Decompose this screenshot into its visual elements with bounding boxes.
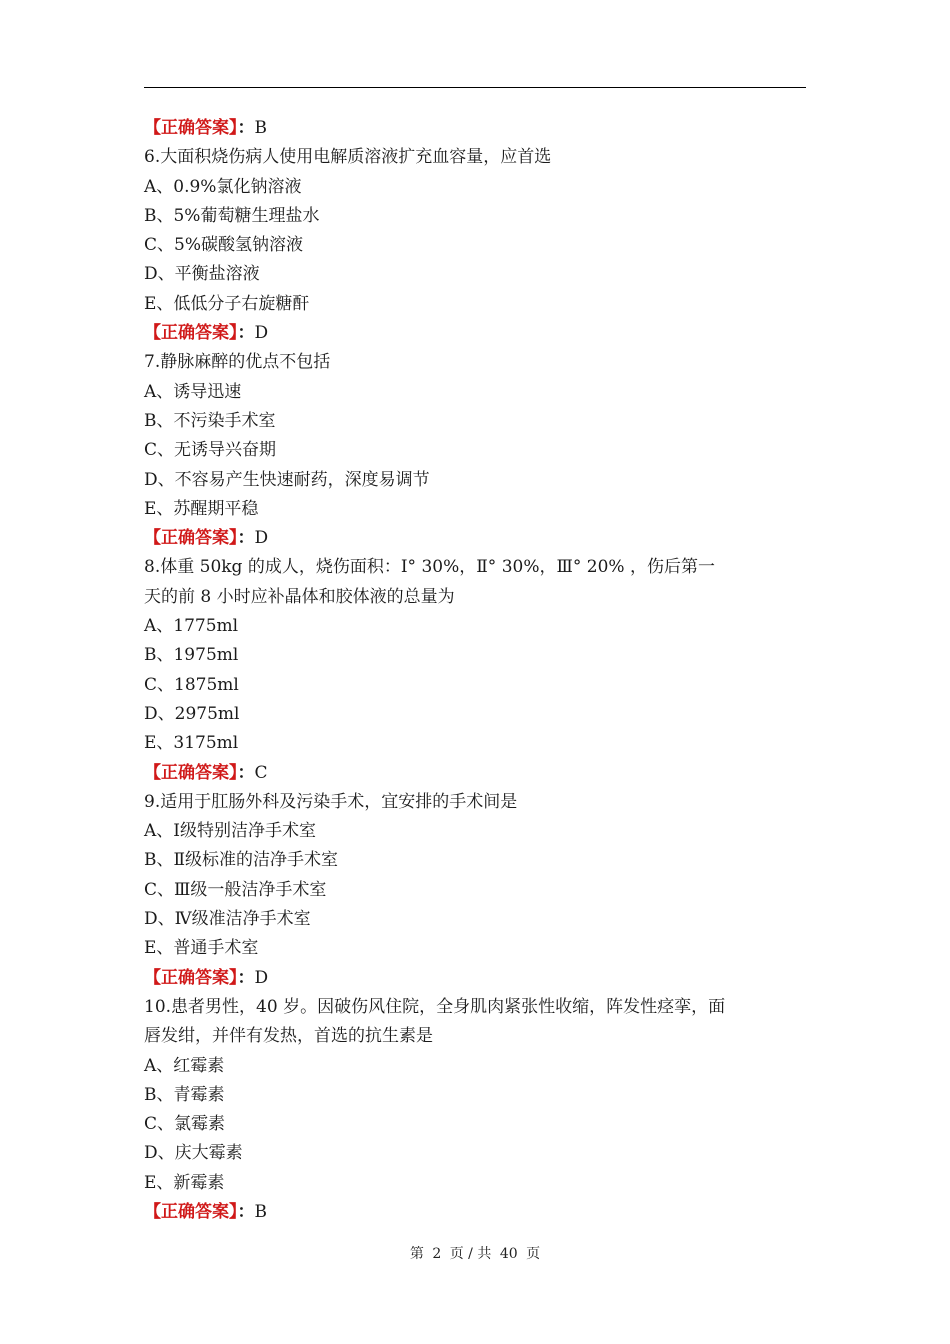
answer-line	[144, 964, 806, 993]
answer-separator: ：	[237, 528, 255, 549]
answer-value: C	[254, 762, 268, 783]
answer-line	[144, 1198, 806, 1227]
question-option: A、Ⅰ级特别洁净手术室	[144, 821, 316, 842]
answer-label: 【正确答案】	[144, 967, 238, 988]
question-stem: 天的前 8 小时应补晶体和胶体液的总量为	[144, 586, 455, 607]
question-stem: 7.静脉麻醉的优点不包括	[144, 352, 331, 373]
answer-line	[144, 114, 806, 143]
question-option: C、氯霉素	[144, 1114, 226, 1135]
answer-label: 【正确答案】	[144, 1201, 238, 1222]
question-option: E、普通手术室	[144, 938, 259, 959]
question-option: E、苏醒期平稳	[144, 498, 259, 519]
question-stem: 唇发绀，并伴有发热，首选的抗生素是	[144, 1026, 433, 1047]
question-option: A、0.9%氯化钠溶液	[144, 176, 302, 197]
question-list	[144, 114, 806, 1227]
question-option: D、2975ml	[144, 703, 240, 724]
question-option: B、不污染手术室	[144, 410, 276, 431]
answer-value: B	[254, 118, 267, 138]
question-option: C、1875ml	[144, 674, 239, 695]
header-rule	[144, 87, 806, 88]
question-option: A、诱导迅速	[144, 381, 242, 402]
footer-mid: 页 / 共	[449, 1246, 492, 1262]
answer-label: 【正确答案】	[144, 762, 238, 783]
footer-page-number: 2	[432, 1246, 442, 1262]
question-option: B、青霉素	[144, 1084, 225, 1105]
answer-label: 【正确答案】	[144, 528, 238, 549]
question-stem: 9.适用于肛肠外科及污染手术，宜安排的手术间是	[144, 791, 518, 812]
question-stem: 6.大面积烧伤病人使用电解质溶液扩充血容量，应首选	[144, 147, 552, 168]
answer-separator: ：	[237, 967, 255, 988]
answer-value: D	[254, 967, 269, 988]
question-option: D、Ⅳ级准洁净手术室	[144, 909, 311, 930]
question-option: C、无诱导兴奋期	[144, 440, 277, 461]
answer-separator: ：	[237, 762, 255, 783]
question-option: E、3175ml	[144, 733, 239, 754]
question-option: C、Ⅲ级一般洁净手术室	[144, 879, 327, 900]
answer-line	[144, 759, 806, 788]
question-option: B、5%葡萄糖生理盐水	[144, 205, 320, 226]
question-option: B、1975ml	[144, 645, 239, 666]
question-option: D、不容易产生快速耐药，深度易调节	[144, 469, 430, 490]
answer-line	[144, 524, 806, 553]
question-option: C、5%碳酸氢钠溶液	[144, 235, 303, 256]
footer-total-pages: 40	[499, 1246, 518, 1262]
answer-value: D	[254, 528, 269, 549]
answer-label: 【正确答案】	[144, 118, 238, 138]
answer-line	[144, 319, 806, 348]
question-option: D、平衡盐溶液	[144, 264, 260, 285]
question-option: A、1775ml	[144, 616, 239, 637]
answer-value: B	[254, 1201, 267, 1222]
page-footer	[0, 1243, 950, 1263]
question-option: E、新霉素	[144, 1172, 225, 1193]
question-option: A、红霉素	[144, 1055, 225, 1076]
footer-prefix: 第	[409, 1246, 424, 1262]
question-stem: 8.体重 50kg 的成人，烧伤面积：Ⅰ° 30%，Ⅱ° 30%，Ⅲ° 20% ，伤后第一	[144, 557, 715, 578]
footer-suffix: 页	[526, 1246, 541, 1262]
answer-separator: ：	[237, 323, 255, 344]
answer-label: 【正确答案】	[144, 323, 238, 344]
question-stem: 10.患者男性，40 岁。因破伤风住院，全身肌肉紧张性收缩，阵发性痉挛，面	[144, 996, 726, 1017]
question-option: E、低低分子右旋糖酐	[144, 293, 310, 314]
question-option: D、庆大霉素	[144, 1143, 243, 1164]
question-option: B、Ⅱ级标准的洁净手术室	[144, 850, 339, 871]
answer-separator: ：	[237, 118, 255, 138]
answer-separator: ：	[237, 1201, 255, 1222]
answer-value: D	[254, 323, 269, 344]
